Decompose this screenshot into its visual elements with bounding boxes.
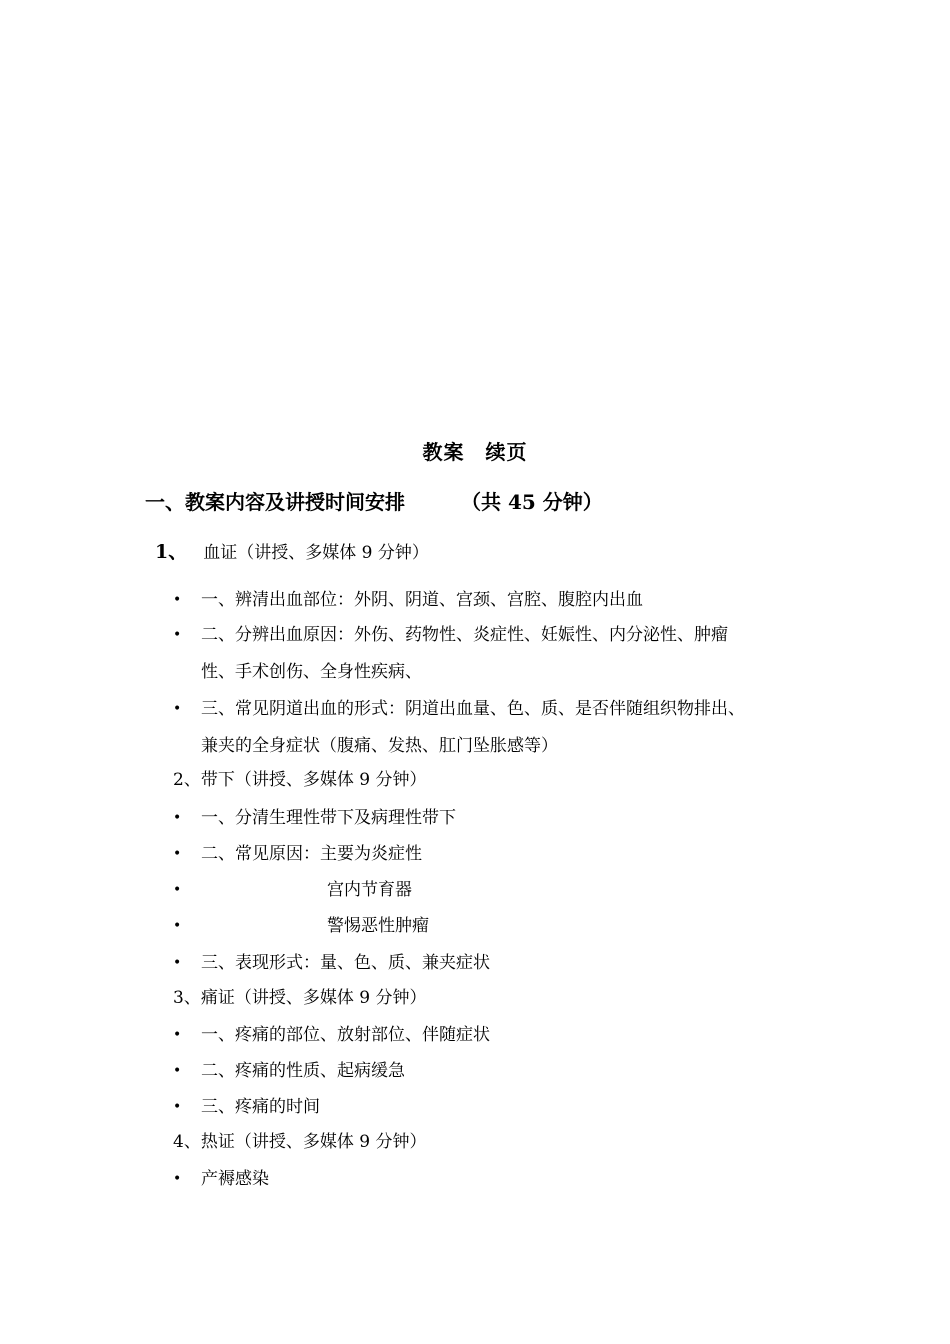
bullet-symbol: •	[173, 846, 182, 862]
list-item-text: 三、常见阴道出血的形式：阴道出血量、色、质、是否伴随组织物排出、	[201, 699, 745, 719]
bullet-symbol: •	[173, 918, 182, 934]
item-1-heading	[155, 537, 429, 564]
list-item-text: 二、疼痛的性质、起病缓急	[201, 1061, 405, 1081]
item-3-heading: 3、痛证（讲授、多媒体 9 分钟）	[173, 988, 427, 1008]
item-1-number: 1、	[155, 541, 188, 563]
list-item-text: 兼夹的全身症状（腹痛、发热、肛门坠胀感等）	[201, 736, 558, 756]
page-title: 教案 续页	[422, 440, 528, 464]
bullet-symbol: •	[173, 701, 182, 717]
bullet-symbol: •	[173, 955, 182, 971]
list-item-text: 宫内节育器	[327, 880, 412, 900]
list-item-text: 性、手术创伤、全身性疾病、	[201, 662, 422, 682]
item-4-heading: 4、热证（讲授、多媒体 9 分钟）	[173, 1132, 427, 1152]
bullet-symbol: •	[173, 1099, 182, 1115]
list-item-text: 警惕恶性肿瘤	[327, 916, 429, 936]
bullet-symbol: •	[173, 592, 182, 608]
bullet-symbol: •	[173, 810, 182, 826]
section-heading	[145, 486, 603, 515]
bullet-symbol: •	[173, 1063, 182, 1079]
item-2-heading: 2、带下（讲授、多媒体 9 分钟）	[173, 770, 427, 790]
bullet-symbol: •	[173, 882, 182, 898]
list-item-text: 产褥感染	[201, 1169, 269, 1189]
list-item-text: 一、分清生理性带下及病理性带下	[201, 808, 456, 828]
bullet-symbol: •	[173, 627, 182, 643]
list-item-text: 二、分辨出血原因：外伤、药物性、炎症性、妊娠性、内分泌性、肿瘤	[201, 625, 728, 645]
list-item-text: 一、疼痛的部位、放射部位、伴随症状	[201, 1025, 490, 1045]
section-total: （共 45 分钟）	[461, 490, 603, 514]
list-item-text: 三、疼痛的时间	[201, 1097, 320, 1117]
list-item-text: 三、表现形式：量、色、质、兼夹症状	[201, 953, 490, 973]
bullet-symbol: •	[173, 1027, 182, 1043]
section-heading-text: 一、教案内容及讲授时间安排	[145, 490, 405, 514]
item-1-text: 血证（讲授、多媒体 9 分钟）	[203, 543, 429, 563]
list-item-text: 二、常见原因：主要为炎症性	[201, 844, 422, 864]
bullet-symbol: •	[173, 1171, 182, 1187]
list-item-text: 一、辨清出血部位：外阴、阴道、宫颈、宫腔、腹腔内出血	[201, 590, 643, 610]
